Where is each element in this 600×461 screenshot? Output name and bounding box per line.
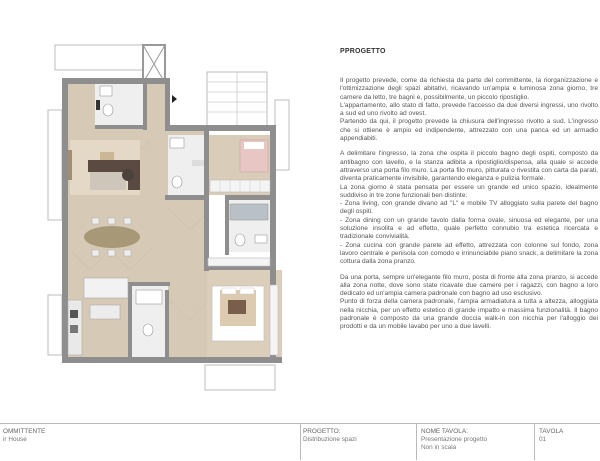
- living-zone: [68, 140, 140, 195]
- paragraph: - Zona dining con un grande tavolo dalla forma ovale, sinuosa ed elegante, per una soluzione insolita e ad effetto, quale perfetto connubio tra estetica ricercata e tradizionale convivialità.: [340, 216, 598, 241]
- paragraph: La zona giorno è stata pensata per essere un grande ed unico spazio, idealmente suddiviso in tre zone funzionali ben distinte:: [340, 183, 598, 199]
- tavola-label: TAVOLA: [539, 428, 564, 435]
- paragraph: Da una porta, sempre un'elegante filo muro, posta di fronte alla zona pranzo, si accede alla zona notte, dove sono state ricavate due camere per i ragazzi, con bagno a loro dedicato ed un'ampia camera padronale con bagno ad uso esclusivo.: [340, 273, 598, 298]
- entrance-arrow: [172, 95, 177, 103]
- committente-value: ir House: [3, 436, 27, 443]
- committente-cell: [0, 424, 301, 460]
- tavola-name-line1: Presentazione progetto: [421, 436, 488, 443]
- tavola-value: 01: [539, 436, 547, 443]
- tavola-name-line2: Non in scala: [421, 444, 457, 451]
- paragraph: Partendo da qui, il progetto prevede la chiusura dell'ingresso rivolto a sud. L'ingresso che si ottiene è ampio ed indipendente, attrezzato con una panca ed un armadio appendiabiti.: [340, 118, 598, 143]
- project-description: [340, 48, 598, 339]
- tavola-name-cell: [418, 424, 535, 460]
- paragraph: Il progetto prevede, come da richiesta da parte del committente, la riorganizzazione e l'ottimizzazione degli spazi abitativi, ricavando un'ampia e luminosa zona giorno, tre camere da letto, tre bagni e, possibilmente, un piccolo ripostiglio.: [340, 77, 598, 101]
- wardrobe: [208, 258, 270, 266]
- tavola-cell: [536, 424, 599, 460]
- project-title: PPROGETTO: [340, 48, 386, 55]
- tavola-name-label: NOME TAVOLA:: [421, 428, 468, 435]
- progetto-label: PROGETTO:: [303, 428, 341, 435]
- title-block: [0, 423, 600, 461]
- progetto-value: Distribuzione spazi: [303, 436, 357, 443]
- paragraph: - Zona cucina con grande parete ad effetto, attrezzata con colonne sul fondo, zona lavoro centrale e penisola con comodo e irrinunciabile piano snack, a delimitare la zona cottura dalla zona pranzo.: [340, 241, 598, 266]
- paragraph: Punto di forza della camera padronale, l'ampia armadiatura a tutta a altezza, alloggiata nella nicchia, per un effetto estetico di grande impatto e massima funzionalità. Il bagno padronale è composto da una grande doccia walk-in con nicchia per l'alloggio dei prodotti e da un mobile lavabo per uno a due lavelli.: [340, 298, 598, 331]
- paragraph: L'appartamento, allo stato di fatto, prevede l'accesso da due diversi ingressi, uno rivolto a sud ed uno rivolto ad ovest.: [340, 101, 598, 118]
- progetto-cell: [300, 424, 417, 460]
- committente-label: OMMITTENTE: [3, 428, 46, 435]
- paragraph: A delimitare l'ingresso, la zona che ospita il piccolo bagno degli ospiti, composto da antibagno con lavello, e la stanza adibita a ripostiglio/dispensa, alla quale si accede attraverso una porta filo muro. La porta filo muro, pitturata o rivestita con carta da parati, diventa praticamente invisibile, garantendo eleganza e pulizia formale.: [340, 150, 598, 183]
- paragraph: - Zona living, con grande divano ad "L" e mobile TV alloggiato sulla parete del bagno degli ospiti.: [340, 200, 598, 216]
